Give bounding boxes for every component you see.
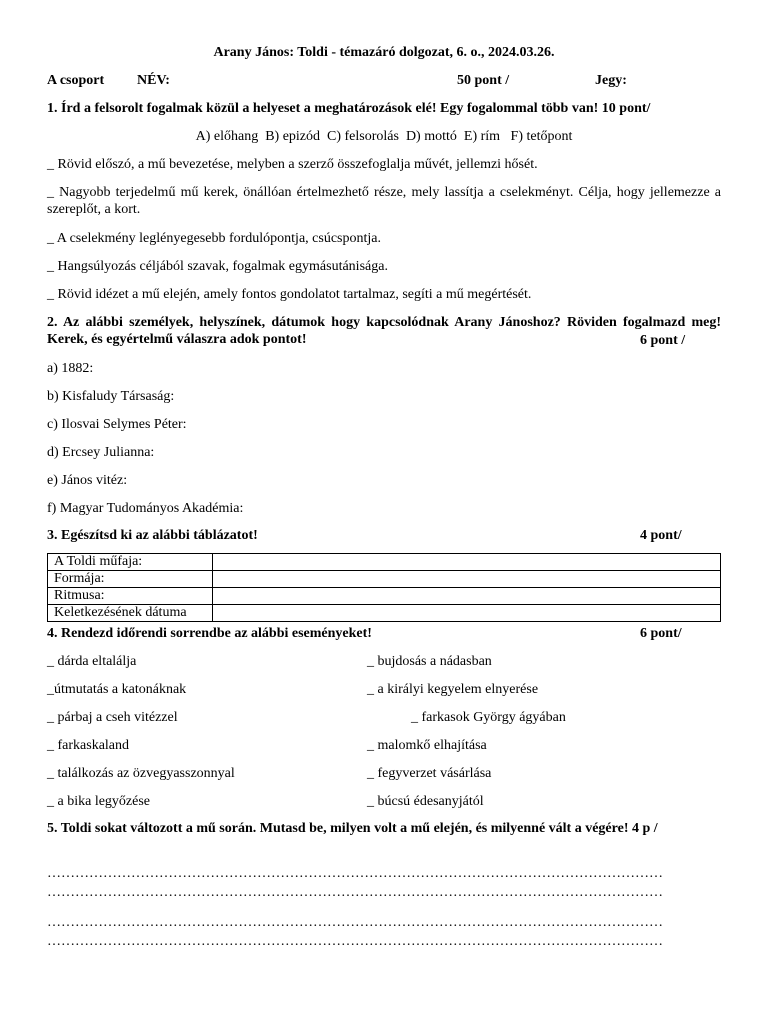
table-label: Formája: xyxy=(48,571,213,588)
q4-event-left: _ a bika legyőzése xyxy=(47,794,151,809)
table-row xyxy=(48,605,721,622)
q2-item: e) János vitéz: xyxy=(47,473,128,488)
q3-table xyxy=(47,553,721,622)
q3-question: 3. Egészítsd ki az alábbi táblázatot! xyxy=(47,528,258,543)
grade-label: Jegy: xyxy=(595,73,627,88)
q1-item: _ Nagyobb terjedelmű mű kerek, önállóan értelmezhető része, mely lassítja a cselekményt. Célja, hogy jellemezze a szereplőt, a kort. xyxy=(47,185,721,217)
q4-event-right: _ malomkő elhajítása xyxy=(367,738,487,753)
q2-item: c) Ilosvai Selymes Péter: xyxy=(47,417,187,432)
table-label: Ritmusa: xyxy=(48,588,213,605)
q1-options: A) előhang B) epizód C) felsorolás D) mottó E) rím F) tetőpont xyxy=(195,129,573,144)
q1-item: _ A cselekmény leglényegesebb fordulópontja, csúcspontja. xyxy=(47,231,381,246)
q2-item: f) Magyar Tudományos Akadémia: xyxy=(47,501,244,516)
q2-points: 6 pont / xyxy=(640,333,686,348)
group-label: A csoport xyxy=(47,73,105,88)
q5-question: 5. Toldi sokat változott a mű során. Mutasd be, milyen volt a mű elején, és milyenné vált a végére! 4 p / xyxy=(47,821,658,836)
q1-item: _ Hangsúlyozás céljából szavak, fogalmak egymásutánisága. xyxy=(47,259,388,274)
table-answer-cell[interactable] xyxy=(213,588,721,605)
table-row xyxy=(48,588,721,605)
answer-line[interactable]: …………………………………………………………………………………………………………………… xyxy=(47,915,663,930)
worksheet-title: Arany János: Toldi - témazáró dolgozat, 6. o., 2024.03.26. xyxy=(213,45,555,60)
q2-item: d) Ercsey Julianna: xyxy=(47,445,155,460)
q4-event-left: _ farkaskaland xyxy=(47,738,130,753)
q2-item: a) 1882: xyxy=(47,361,94,376)
q1-item: _ Rövid idézet a mű elején, amely fontos gondolatot tartalmaz, segíti a mű megértését. xyxy=(47,287,532,302)
table-answer-cell[interactable] xyxy=(213,571,721,588)
table-row xyxy=(48,571,721,588)
table-row xyxy=(48,554,721,571)
points-label: 50 pont / xyxy=(457,73,510,88)
q4-event-left: _ párbaj a cseh vitézzel xyxy=(47,710,178,725)
q1-item: _ Rövid előszó, a mű bevezetése, melyben a szerző összefoglalja művét, jellemzi hősét. xyxy=(47,157,538,172)
q2-item: b) Kisfaludy Társaság: xyxy=(47,389,175,404)
q4-event-left: _útmutatás a katonáknak xyxy=(47,682,187,697)
answer-line[interactable]: …………………………………………………………………………………………………………………… xyxy=(47,934,663,949)
q4-event-left: _ dárda eltalálja xyxy=(47,654,137,669)
table-answer-cell[interactable] xyxy=(213,554,721,571)
q4-event-right: _ bujdosás a nádasban xyxy=(367,654,492,669)
q4-event-left: _ találkozás az özvegyasszonnyal xyxy=(47,766,235,781)
q1-question: 1. Írd a felsorolt fogalmak közül a helyeset a meghatározások elé! Egy fogalommal több van! 10 pont/ xyxy=(47,101,651,116)
q4-question: 4. Rendezd időrendi sorrendbe az alábbi eseményeket! xyxy=(47,626,372,641)
q4-points: 6 pont/ xyxy=(640,626,682,641)
q2-question: 2. Az alábbi személyek, helyszínek, dátumok hogy kapcsolódnak Arany Jánoshoz? Röviden fogalmazd meg! Kerek, és egyértelmű válaszra adok pontot! xyxy=(47,315,721,347)
name-label: NÉV: xyxy=(137,73,170,88)
q4-event-right: _ farkasok György ágyában xyxy=(411,710,566,725)
answer-line[interactable]: …………………………………………………………………………………………………………………… xyxy=(47,866,663,881)
table-label: A Toldi műfaja: xyxy=(48,554,213,571)
table-answer-cell[interactable] xyxy=(213,605,721,622)
table-label: Keletkezésének dátuma xyxy=(48,605,213,622)
answer-line[interactable]: …………………………………………………………………………………………………………………… xyxy=(47,885,663,900)
q3-points: 4 pont/ xyxy=(640,528,682,543)
q4-event-right: _ búcsú édesanyjától xyxy=(367,794,484,809)
q4-event-right: _ fegyverzet vásárlása xyxy=(367,766,492,781)
q4-event-right: _ a királyi kegyelem elnyerése xyxy=(367,682,539,697)
